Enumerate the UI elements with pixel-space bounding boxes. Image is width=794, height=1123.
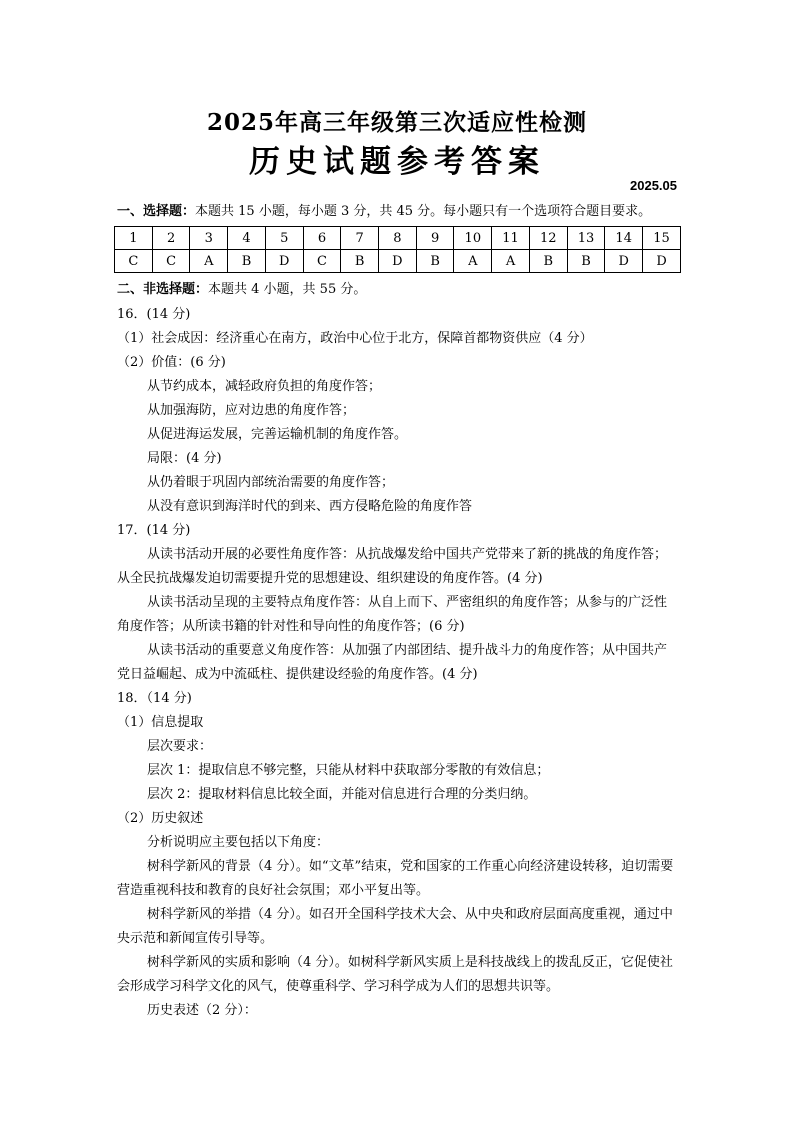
answer-cell: B (416, 250, 454, 273)
question-number: 7 (341, 227, 379, 250)
answer-cell: B (341, 250, 379, 273)
section2-label: 二、非选择题： (117, 282, 209, 297)
q18-level-2: 层次 2：提取材料信息比较全面，并能对信息进行合理的分类归纳。 (147, 787, 537, 802)
q18-levels-heading: 层次要求： (147, 739, 213, 754)
question-number: 3 (190, 227, 228, 250)
q18-paragraph-2: 树科学新风的举措（4 分）。如召开全国科学技术大会、从中央和政府层面高度重视，通过中央示范和新闻宣传引导等。 (117, 907, 673, 946)
answer-cell: B (567, 250, 605, 273)
q17-heading: 17．(14 分) (117, 523, 191, 538)
q18-paragraph-3: 树科学新风的实质和影响（4 分）。如树科学新风实质上是科技战线上的拨乱反正，它促使社会形成学习科学文化的风气，使尊重科学、学习科学成为人们的思想共识等。 (117, 955, 673, 994)
answer-cell: D (265, 250, 303, 273)
answer-cell: C (152, 250, 190, 273)
q16-heading: 16．(14 分) (117, 307, 191, 322)
question-number: 11 (492, 227, 530, 250)
q16-value-1: 从节约成本，减轻政府负担的角度作答； (147, 379, 382, 394)
section1-heading (117, 204, 651, 220)
q16-limits-heading: 局限：(4 分) (147, 451, 222, 466)
question-number: 9 (416, 227, 454, 250)
question-number: 5 (265, 227, 303, 250)
q17-paragraph-3: 从读书活动的重要意义角度作答：从加强了内部团结、提升战斗力的角度作答；从中国共产党日益崛起、成为中流砥柱、提供建设经验的角度作答。(4 分) (117, 643, 668, 682)
q17-paragraph-2: 从读书活动呈现的主要特点角度作答：从自上而下、严密组织的角度作答；从参与的广泛性角度作答；从所读书籍的针对性和导向性的角度作答；(6 分) (117, 595, 668, 634)
question-number: 14 (605, 227, 643, 250)
answer-cell: A (454, 250, 492, 273)
answer-cell: A (190, 250, 228, 273)
question-number: 13 (567, 227, 605, 250)
q18-paragraph-1: 树科学新风的背景（4 分）。如“文革”结束，党和国家的工作重心向经济建设转移，迫切需要营造重视科技和教育的良好社会氛围；邓小平复出等。 (117, 859, 674, 898)
q18-part2: （2）历史叙述 (117, 811, 204, 826)
q16-limit-2: 从没有意识到海洋时代的到来、西方侵略危险的角度作答 (147, 499, 473, 514)
answer-row (115, 250, 681, 273)
answer-cell: A (492, 250, 530, 273)
q18-heading: 18．（14 分) (117, 691, 192, 706)
q18-intro: 分析说明应主要包括以下角度： (147, 835, 330, 850)
question-number: 15 (643, 227, 681, 250)
q16-part1: （1）社会成因：经济重心在南方，政治中心位于北方，保障首都物资供应（4 分） (117, 331, 593, 346)
question-number-row (115, 227, 681, 250)
question-number: 8 (379, 227, 417, 250)
q16-part2: （2）价值：(6 分) (117, 355, 226, 370)
answer-table (114, 226, 681, 273)
answer-cell: D (379, 250, 417, 273)
question-number: 6 (303, 227, 341, 250)
answer-cell: C (303, 250, 341, 273)
answer-cell: B (228, 250, 266, 273)
question-number: 4 (228, 227, 266, 250)
q16-value-3: 从促进海运发展，完善运输机制的角度作答。 (147, 427, 408, 442)
section1-desc: 本题共 15 小题，每小题 3 分，共 45 分。每小题只有一个选项符合题目要求。 (195, 204, 652, 219)
section2-heading (117, 282, 366, 298)
exam-date: 2025.05 (630, 178, 677, 193)
exam-title: 2025年高三年级第三次适应性检测 (206, 109, 587, 136)
question-number: 2 (152, 227, 190, 250)
answer-cell: D (605, 250, 643, 273)
answer-cell: B (529, 250, 567, 273)
answer-key-title: 历史试题参考答案 (249, 144, 545, 180)
answer-cell: D (643, 250, 681, 273)
question-number: 10 (454, 227, 492, 250)
q16-limit-1: 从仍着眼于巩固内部统治需要的角度作答； (147, 475, 395, 490)
q17-paragraph-1: 从读书活动开展的必要性角度作答：从抗战爆发给中国共产党带来了新的挑战的角度作答；从全民抗战爆发迫切需要提升党的思想建设、组织建设的角度作答。(4 分) (117, 547, 668, 586)
q18-level-1: 层次 1：提取信息不够完整，只能从材料中获取部分零散的有效信息； (147, 763, 550, 778)
q18-part1: （1）信息提取 (117, 715, 204, 730)
q16-value-2: 从加强海防，应对边患的角度作答； (147, 403, 356, 418)
section1-label: 一、选择题： (117, 204, 196, 219)
answer-cell: C (115, 250, 153, 273)
question-number: 12 (529, 227, 567, 250)
q18-expression: 历史表述（2 分）： (147, 1003, 257, 1018)
section2-desc: 本题共 4 小题，共 55 分。 (208, 282, 367, 297)
question-number: 1 (115, 227, 153, 250)
